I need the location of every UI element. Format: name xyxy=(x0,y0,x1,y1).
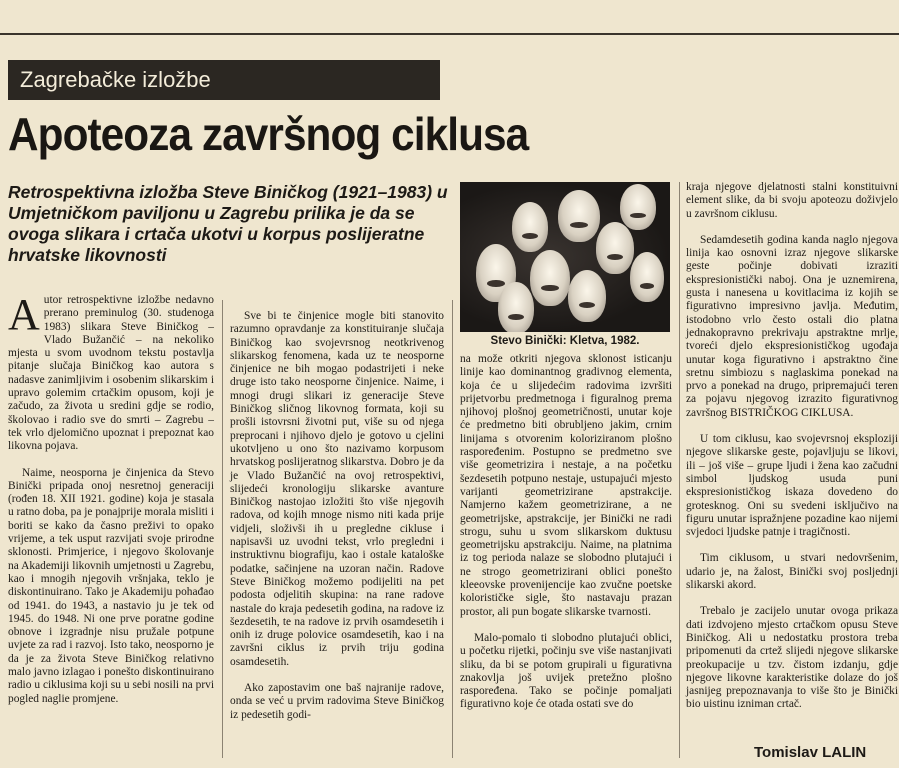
paragraph-text: utor retrospektivne izložbe nedavno prerano preminulog (30. studenoga 1983) slikara Steve Biničkog – Vlado Bužančić – na nekoliko mjesta u svom uvodnom tekstu postavlja pitanje slučaja Biničkog kao autora s nadasve zanimljivim i osobenim slikarskim i upravo golemim crtačkim opusom, koji je začudo, za života u sredini gdje se rodio, školovao i radio sve do smrti – Zagrebu – tek vrlo djelomično upoznat i prepoznat kao likovna pojava. xyxy=(8,294,214,453)
paragraph: Trebalo je zacijelo unutar ovoga prikaza dati izdvojeno mjesto crtačkom opusu Steve Biničkog. Ali u nedostatku prostora treba pripomenuti da crtež slijedi njegove slikarske preokupacije u tzv. čistom izdanju, gdje njegove likovne karakteristike dolaze do još jasnijeg prepoznavanja to više što je Binički bio uistinu izniman crtač. xyxy=(686,605,898,711)
paragraph: U tom ciklusu, kao svojevrsnoj eksploziji njegove slikarske geste, pojavljuju se likovi, ili – još više – grupe ljudi i žena kao začudni simbol ljudskog usuda puni ekspresionističkog iskaza dovedeno do grotesknog. Oni su svedeni isključivo na figuru unutar ispražnjene pozadine kao nijemi svjedoci ljudske patnje i tragičnosti. xyxy=(686,433,898,539)
paragraph: Naime, neosporna je činjenica da Stevo Binički pripada onoj nesretnoj generaciji (rođen 18. XII 1921. godine) koja je stasala u ratno doba, pa je ponajprije morala misliti i boriti se kako da časno preživi to opako vrijeme, a tek usput razvijati svoje prirodne sklonosti. Primjerice, i njegovo školovanje na Akademiji likovnih umjetnosti u Zagrebu, kao i mnogih njegovih vršnjaka, teklo je diskontinuirano. Tako je Akademiju pohađao od 1941. do 1943, a nastavio ju je tek od 1945. do 1948. Ni one prve poratne godine obnove i izgradnje nisu pružale potpune uvjete za rad i razvoj. Isto tako, neosporno je da je za života Steve Biničkog relativno malo javno izlagao i ponešto diskontinuirano radio u ciklusima koji su u sebi nosili na prvi pogled naglie promjene. xyxy=(8,466,214,705)
photo-caption: Stevo Binički: Kletva, 1982. xyxy=(490,335,640,347)
column-4 xyxy=(686,181,898,725)
paragraph: Sve bi te činjenice mogle biti stanovito razumno opravdanje za konstituiranje slučaja Biničkog kao svojevrsnog neotkrivenog slikarskog fenomena, kada uz te neosporne činjenice ne bih mogao podastrijeti i neke druge isto tako neosporne činjenice. Naime, i mnogi drugi slikari iz generacije Steve Biničkog sličnog likovnog formata, koji su prošli istovrsni životni put, više su od njega preprocani i njihovo djelo je gotovo u cjelini ukotvljeno u ono što nazivamo korpusom hrvatskog poslijeratnog slikarstva. Dobro je da je Vlado Bužančić na ovoj retrospektivi, slijedeći kronologiju slikarske avanture Biničkog nastojao izložiti što više njegovih radova, od kojih mnoge nismo niti kada prije vidjeli, složivši ih u preglednе cikluse i napisavši uz uvodni tekst, vrlo pregledni i instruktivnu biografiju, kao i ostale kataloške podatke, sačinjene na uzoran način. Radove Steve Biničkog možemo podijeliti na pet podosta odjelitih skupina: na rane radove nastale do kraja pedesetih godina, na radove iz šezdesetih, te na radove iz prvih osamdesetih i onih iz druge polovice osamdesetih, kao i na završni ciklus iz prvih triju godina osamdesetih. xyxy=(230,310,444,668)
paragraph xyxy=(8,290,214,454)
author-signature: Tomislav LALIN xyxy=(754,744,867,761)
column-3 xyxy=(460,353,672,725)
paragraph: kraja njegove djelatnosti stalni konstituivni element slike, da bi svoju apoteozu doživjelo u završnom ciklusu. xyxy=(686,181,898,220)
paragraph: Tim ciklusom, u stvari nedovršenim, udario je, na žalost, Binički svoj posljednji slikarski akord. xyxy=(686,552,898,592)
article-headline: Apoteoza završnog ciklusa xyxy=(8,108,529,160)
top-rule xyxy=(0,33,899,35)
paragraph: Malo-pomalo ti slobodno plutajući oblici, u početku rijetki, počinju sve više nastanjivati sliku, da bi se potom grupirali u figurativna znakovlja još uvijek pretežno plošno raspoređena. Tako se počinje pomaljati figurativno koje će otada ostati sve do xyxy=(460,631,672,711)
paragraph: Sedamdesetih godina kanda naglo njegova linija kao osnovni izraz njegove slikarske geste počinje dobivati izraziti ekspresionistički naboj. Ona je uznemirena, gusta i nanesena u kovitlacima iz kojih se figurativno impresivno javlja. Međutim, istodobno vrlo često ostali dio platna jednakopravno prekrivaju apstraktne mrlje, tvoreći djelo ekspresionističkog ugođaja unutar koga figurativno i apstraktno čine sretnu simbiozu s naglaskima ponekad na prvo a ponekad na drugo, pripremajući teren za pojavu njegovog izrazito figurativnog završnog BISTRIČKOG CIKLUSA. xyxy=(686,233,898,419)
column-rule xyxy=(679,182,680,758)
artwork-photo xyxy=(460,182,670,332)
column-rule xyxy=(452,300,453,758)
article-lede: Retrospektivna izložba Steve Biničkog (1921–1983) u Umjetničkom paviljonu u Zagrebu prilika je da se ovoga slikara i crtača ukotvi u korpus poslijeratne hrvatske likovnosti xyxy=(8,182,448,265)
column-1 xyxy=(8,290,214,719)
paragraph: Ako zapostavim one baš najranije radove, onda se već u prvim radovima Steve Biničkog iz pedesetih godi- xyxy=(230,682,444,721)
column-2 xyxy=(230,310,444,735)
paragraph: na može otkriti njegova sklonost isticanju linije kao dominantnog gradivnog elementa, koja će u slijedećim radovima izvršiti prijetvorbu predmetnoga i figuralnog prema njihovoj plošnoj geometričnosti, unutar koje će predmetno biti obrubljeno jakim, crnim linijama s otvorenim koloriziranom plošno raspoređenim. Postupno se predmetno sve više geometrizira i nestaje, a na početku šezdesetih potpuno nestaje, ustupajući mjesto varijanti geometrizirane apstrakcije. Namjerno kažem geometrizirane, a ne geometrijske, apstrakcije, jer Binički ne radi strogu, suhu u svom slikarskom duktusu geometrijsku apstrakciju. Naime, na platnima iz tog perioda nalaze se slobodno plutajući i ne strogo geometrizirani oblici ponešto kleeovske provenijencije kao zvučne poetske kolorističke sigle, što nastavaju prazan prostor, ali pun bogate slikarske tvarnosti. xyxy=(460,353,672,618)
column-rule xyxy=(222,300,223,758)
section-rubric: Zagrebačke izložbe xyxy=(8,60,440,100)
drop-cap: A xyxy=(8,290,40,339)
